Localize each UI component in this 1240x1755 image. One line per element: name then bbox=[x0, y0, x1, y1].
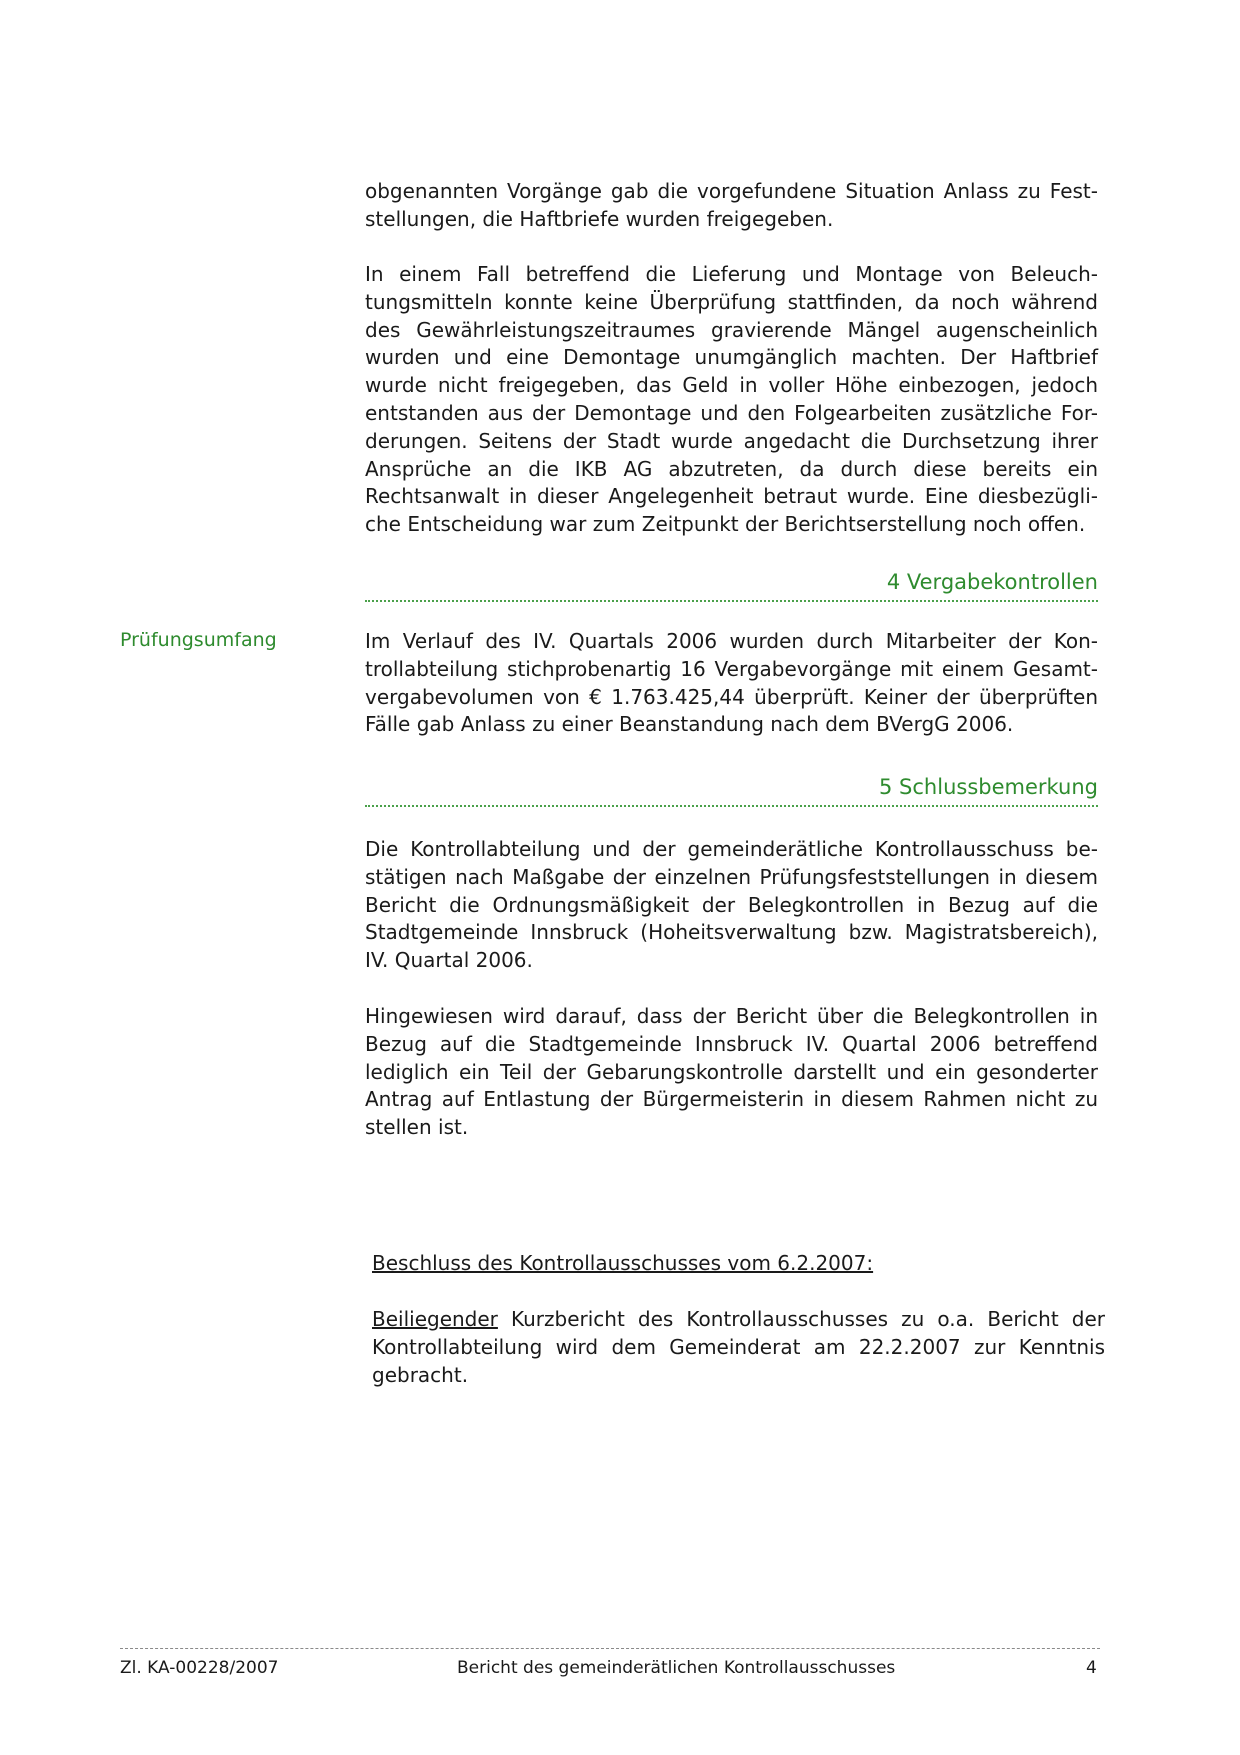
paragraph-5 bbox=[365, 1003, 1098, 1142]
text-line: vergabevolumen von € 1.763.425,44 überprüft. Keiner der überprüften bbox=[365, 684, 1098, 709]
text-line: Hingewiesen wird darauf, dass der Bericht über die Belegkontrollen in bbox=[365, 1004, 1098, 1028]
footer-page-number: 4 bbox=[1086, 1658, 1097, 1678]
section-5-rule bbox=[365, 805, 1098, 807]
text-line: Die Kontrollabteilung und der gemeinderätliche Kontrollausschuss be- bbox=[365, 837, 1098, 861]
text-line: In einem Fall betreffend die Lieferung und Montage von Beleuch- bbox=[365, 262, 1098, 286]
section-5-heading: 5 Schlussbemerkung bbox=[879, 775, 1098, 799]
paragraph-2 bbox=[365, 261, 1098, 539]
text-line: che Entscheidung war zum Zeitpunkt der Berichtserstellung noch offen. bbox=[365, 512, 1086, 537]
section-4-heading: 4 Vergabekontrollen bbox=[886, 570, 1098, 594]
text-line: stellungen, die Haftbriefe wurden freigegeben. bbox=[365, 206, 834, 231]
text-line: Im Verlauf des IV. Quartals 2006 wurden durch Mitarbeiter der Kon- bbox=[365, 629, 1098, 653]
text-line: Bezug auf die Stadtgemeinde Innsbruck IV. Quartal 2006 betreffend bbox=[365, 1031, 1098, 1056]
text-line: Antrag auf Entlastung der Bürgermeisterin in diesem Rahmen nicht zu bbox=[365, 1087, 1098, 1112]
text-line: entstanden aus der Demontage und den Folgearbeiten zusätzliche For- bbox=[365, 400, 1098, 425]
margin-note-pruefungsumfang: Prüfungsumfang bbox=[120, 629, 277, 651]
decision-line-1: Kurzbericht des Kontrollausschusses zu o.a. Bericht der bbox=[497, 1307, 1105, 1331]
text-line: Rechtsanwalt in dieser Angelegenheit betraut wurde. Eine diesbezügli- bbox=[365, 484, 1098, 509]
decision-first-word: Beiliegender bbox=[372, 1307, 498, 1331]
footer-title: Bericht des gemeinderätlichen Kontrollausschusses bbox=[457, 1658, 896, 1678]
text-line: Bericht die Ordnungsmäßigkeit der Belegkontrollen in Bezug auf die bbox=[365, 892, 1098, 917]
decision-title-text: Beschluss des Kontrollausschusses vom 6.2.2007: bbox=[372, 1251, 874, 1275]
text-line: IV. Quartal 2006. bbox=[365, 948, 533, 973]
text-line: obgenannten Vorgänge gab die vorgefundene Situation Anlass zu Fest- bbox=[365, 179, 1098, 203]
text-line: Ansprüche an die IKB AG abzutreten, da durch diese bereits ein bbox=[365, 456, 1098, 481]
text-line: stellen ist. bbox=[365, 1115, 469, 1140]
decision-line-2: Kontrollabteilung wird dem Gemeinderat am 22.2.2007 zur Kenntnis bbox=[372, 1334, 1105, 1359]
decision-body bbox=[372, 1306, 1105, 1389]
text-line: lediglich ein Teil der Gebarungskontrolle darstellt und ein gesonderter bbox=[365, 1059, 1098, 1084]
text-line: stätigen nach Maßgabe der einzelnen Prüfungsfeststellungen in diesem bbox=[365, 864, 1098, 889]
decision-line-3: gebracht. bbox=[372, 1362, 469, 1387]
text-line: Stadtgemeinde Innsbruck (Hoheitsverwaltung bzw. Magistratsbereich), bbox=[365, 920, 1098, 945]
section-4-rule bbox=[365, 600, 1098, 602]
paragraph-4 bbox=[365, 836, 1098, 975]
text-line: trollabteilung stichprobenartig 16 Vergabevorgänge mit einem Gesamt- bbox=[365, 656, 1098, 681]
text-line: wurde nicht freigegeben, das Geld in voller Höhe einbezogen, jedoch bbox=[365, 373, 1098, 398]
text-line: wurden und eine Demontage unumgänglich machten. Der Haftbrief bbox=[365, 345, 1098, 370]
footer-rule bbox=[120, 1648, 1100, 1649]
decision-title bbox=[372, 1250, 1105, 1278]
text-line: tungsmitteln konnte keine Überprüfung stattfinden, da noch während bbox=[365, 289, 1098, 314]
text-line: des Gewährleistungszeitraumes gravierende Mängel augenscheinlich bbox=[365, 317, 1098, 342]
paragraph-3 bbox=[365, 628, 1098, 739]
text-line: Fälle gab Anlass zu einer Beanstandung nach dem BVergG 2006. bbox=[365, 712, 1014, 737]
text-line: derungen. Seitens der Stadt wurde angedacht die Durchsetzung ihrer bbox=[365, 428, 1098, 453]
footer-reference: Zl. KA-00228/2007 bbox=[120, 1658, 279, 1678]
paragraph-1 bbox=[365, 178, 1098, 234]
